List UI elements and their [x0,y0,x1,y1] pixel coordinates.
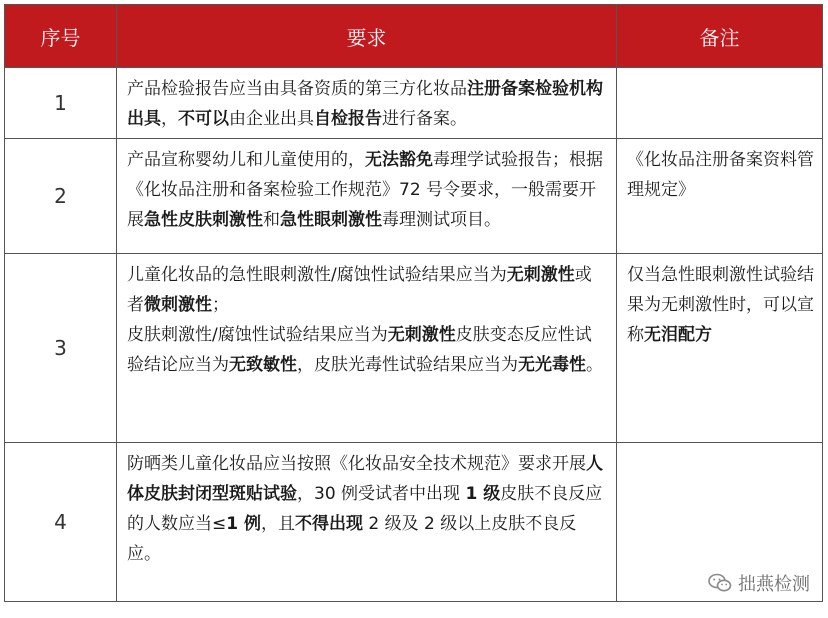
row-number: 4 [5,443,117,602]
body-text: 毒理学试验报告；根据《化妆品注册和备案检验工作规范》72 号令要求，一般需要开展 [127,150,603,230]
requirements-table [4,4,823,602]
body-text: 进行备案。 [382,109,467,129]
requirement-cell [117,443,617,602]
emphasis-text: 微刺激性 [144,295,212,315]
watermark-text: 拙燕检测 [738,574,810,595]
body-text: 产品宣称婴幼儿和儿童使用的， [127,150,365,170]
body-text: 皮肤刺激性/腐蚀性试验结果应当为 [127,325,388,345]
requirement-cell [117,68,617,139]
emphasis-text: 无泪配方 [644,325,712,345]
table-row [5,254,823,443]
table-row [5,68,823,139]
wechat-icon [708,573,732,593]
body-text: 防晒类儿童化妆品应当按照《化妆品安全技术规范》要求开展 [127,454,586,474]
body-text: ， [161,109,178,129]
table-row [5,139,823,254]
body-text: 由企业出具 [229,109,314,129]
body-text: 儿童化妆品的急性眼刺激性/腐蚀性试验结果应当为 [127,265,507,285]
body-text: 仅当急性眼刺激性试验结果为无刺激性时，可以宣称 [627,265,814,345]
emphasis-text: 急性眼刺激性 [280,210,382,230]
emphasis-text: 1 级 [465,484,501,504]
emphasis-text: 无刺激性 [387,325,456,345]
emphasis-text: 无法豁免 [365,150,433,170]
body-text: 毒理测试项目。 [382,210,501,230]
note-cell [617,139,823,254]
header-note: 备注 [617,5,823,68]
body-text: 《化妆品注册备案资料管理规定》 [627,150,814,200]
emphasis-text: 1 例 [226,514,261,534]
body-text: ，且 [261,514,295,534]
emphasis-text: 不可以 [178,109,229,129]
emphasis-text: 无刺激性 [506,265,575,285]
body-text: 皮肤不良反应的人数应当≤ [127,484,603,534]
body-text: ； [212,295,229,315]
emphasis-text: 自检报告 [314,109,382,129]
body-text: 和 [263,210,280,230]
emphasis-text: 人体皮肤封闭型斑贴试验 [127,454,603,504]
emphasis-text: 不得出现 [295,514,363,534]
row-number: 3 [5,254,117,443]
header-number: 序号 [5,5,117,68]
requirement-cell [117,139,617,254]
note-cell [617,254,823,443]
body-text: ，30 例受试者中出现 [297,484,466,504]
body-text: ，皮肤光毒性试验结果应当为 [297,355,518,375]
table-row [5,443,823,602]
table-header-row [5,5,823,68]
body-text: 或者 [127,265,592,315]
emphasis-text: 注册备案检验机构出具 [127,79,603,129]
header-requirement: 要求 [117,5,617,68]
row-number: 1 [5,68,117,139]
note-cell [617,68,823,139]
requirement-cell [117,254,617,443]
emphasis-text: 急性皮肤刺激性 [144,210,263,230]
watermark [708,570,810,596]
emphasis-text: 无光毒性 [518,355,586,375]
body-text: 产品检验报告应当由具备资质的第三方化妆品 [127,79,467,99]
body-text: 2 级及 2 级以上皮肤不良反应。 [127,514,577,564]
body-text: 皮肤变态反应性试验结论应当为 [127,325,592,375]
row-number: 2 [5,139,117,254]
body-text: 。 [586,355,603,375]
emphasis-text: 无致敏性 [229,355,297,375]
